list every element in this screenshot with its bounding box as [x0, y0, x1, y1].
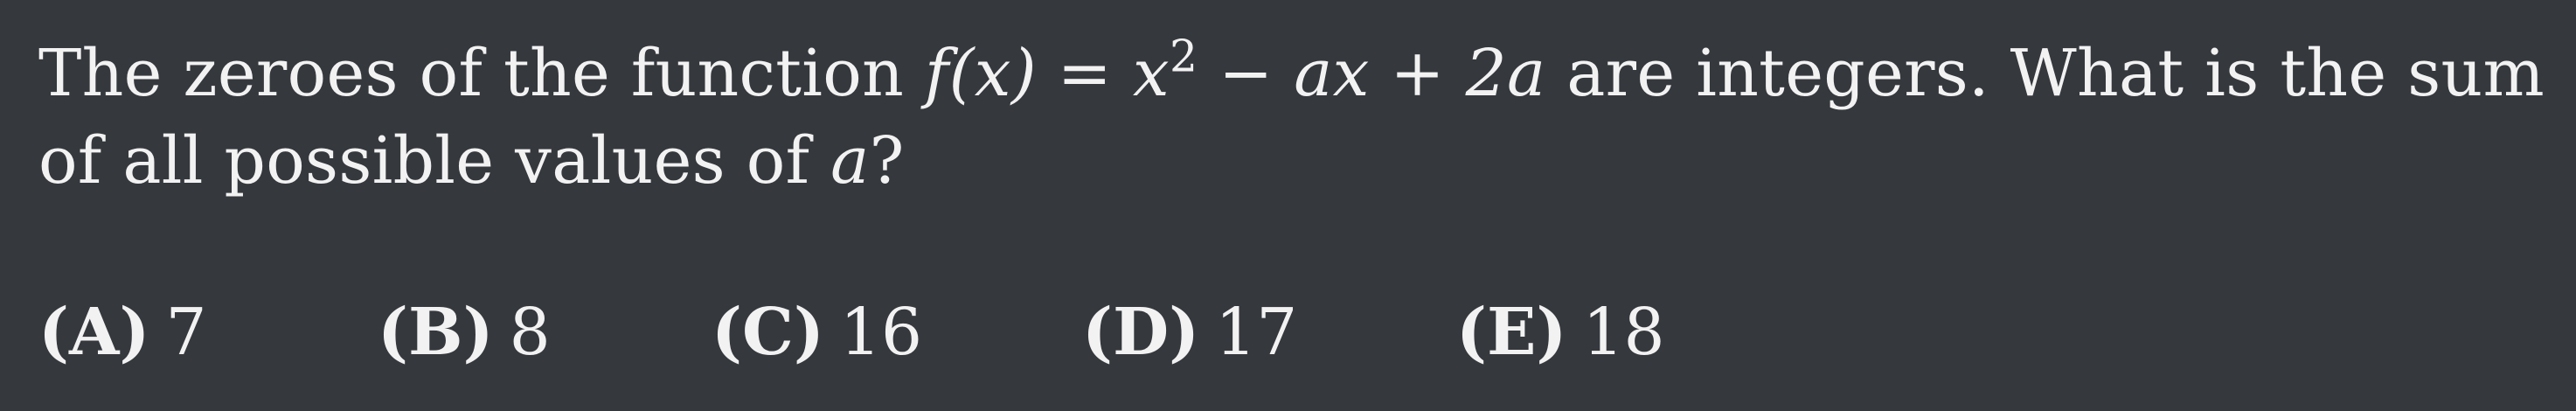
choice-e-letter: (E)	[1456, 295, 1567, 370]
choice-e-value: 18	[1582, 295, 1665, 370]
choice-c-letter: (C)	[712, 295, 824, 370]
problem-statement	[38, 30, 2547, 205]
exponent: 2	[1169, 30, 1198, 82]
variable-a: a	[830, 123, 870, 199]
choice-a-letter: (A)	[38, 295, 150, 370]
choice-d-value: 17	[1215, 295, 1298, 370]
choice-b[interactable]	[378, 289, 551, 376]
choice-d-letter: (D)	[1082, 295, 1200, 370]
choice-a-value: 7	[165, 295, 207, 370]
choice-e[interactable]	[1456, 289, 1665, 376]
choice-b-letter: (B)	[378, 295, 494, 370]
function-expression	[924, 30, 1546, 111]
problem-text-intro: The zeroes of the function	[38, 36, 925, 111]
function-definition: f(x) = x	[924, 36, 1170, 111]
choice-b-value: 8	[509, 295, 551, 370]
choice-c[interactable]	[712, 289, 922, 376]
question-mark: ?	[869, 123, 905, 199]
choice-a[interactable]	[38, 289, 207, 376]
choice-c-value: 16	[839, 295, 923, 370]
choice-d[interactable]	[1082, 289, 1297, 376]
problem-text-question: are integers. What is the sum of all possible values of	[38, 36, 2545, 199]
function-terms: − ax + 2a	[1198, 36, 1546, 111]
